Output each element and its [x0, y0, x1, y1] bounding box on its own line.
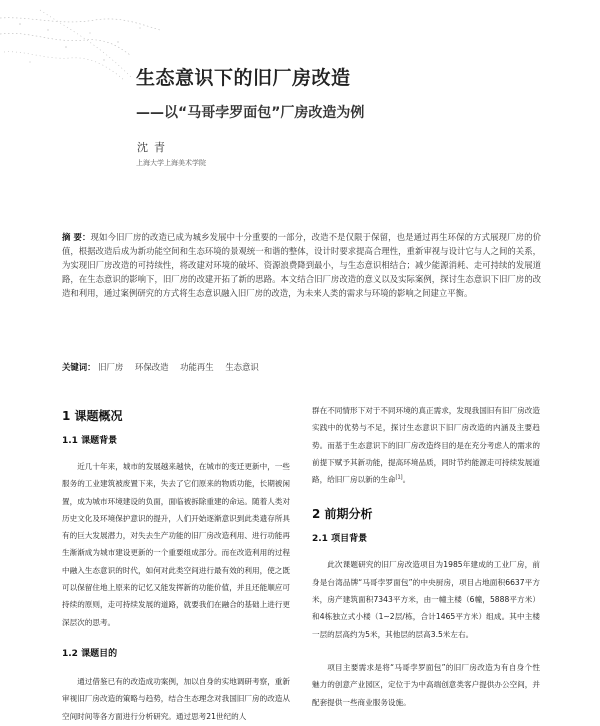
corner-decoration [0, 0, 200, 110]
section-heading: 2 前期分析 [312, 507, 373, 522]
body-paragraph: 近几十年来，城市的发展越来越快，在城市的变迁更新中，一些服务的工业建筑被废置下来，失去了它们原来的物质功能，长期被闲置，成为城市环境建设的负面，面临被拆除重建的命运。随着人类对历史文化及环境保护意识的提升，人们开始逐渐意识到此类遗存所具有的巨大发展潜力，对失去生产功能的旧厂房改造利用、进行功能再生渐渐成为城市建设更新的一个重要组成部分。而在改造利用的过程中融入生态意识的时代，如何对此类空间进行最有效的利用，使之既可以保留住地上原来的记忆又能发挥新的功能价值，并且还能顺应可持续的原则，走可持续发展的道路，就要我们在融合的基础上进行更深层次的思考。 [62, 462, 290, 627]
keyword: 功能再生 [180, 362, 214, 372]
keyword: 生态意识 [225, 362, 259, 372]
author-name: 沈青 [137, 141, 171, 154]
abstract [62, 230, 541, 300]
abstract-text: 现如今旧厂房的改造已成为城乡发展中十分重要的一部分，改造不是仅限于保留，也是通过再生环保的方式展现厂房的价值，根据改造后成为新功能空间和生态环境的景观统一和谐的整体，设计时要求提高合理性，重新审视与设计它与人之间的关系，为实现旧厂房改造的可持续性，将改建对环境的破坏、资源浪费降到最小，与生态意识相结合；减少能源消耗、走可持续的发展道路，在生态意识的影响下，旧厂房的改建开拓了新的思路。本文结合旧厂房改造的意义以及实际案例，探讨生态意识下旧厂房的改造和利用，通过案例研究的方式将生态意识融入旧厂房的改造，为未来人类的需求与环境的影响之间建立平衡。 [62, 232, 541, 298]
keywords [62, 361, 268, 373]
keywords-label: 关键词： [62, 362, 96, 372]
body-text-end: 。 [402, 475, 411, 485]
subsection-heading: 1.1 课题背景 [62, 436, 118, 446]
body-paragraph [312, 402, 540, 488]
keyword: 旧厂房 [98, 362, 124, 372]
abstract-label: 摘 要： [62, 232, 91, 242]
paper-subtitle: ——以“马哥孛罗面包”厂房改造为例 [136, 105, 365, 121]
left-column [62, 402, 290, 725]
author-affiliation: 上海大学上海美术学院 [136, 159, 206, 167]
section-heading: 1 课题概况 [62, 409, 123, 423]
right-column [312, 402, 540, 711]
citation: [1] [395, 474, 403, 481]
body-paragraph: 此次课题研究的旧厂房改造项目为1985年建成的工业厂房，前身是台湾品牌“马哥孛罗面包”的中央厨房，项目占地面积6637平方米，房产建筑面积7343平方米，由一幢主楼（6幢，5888平方米）和4栋独立式小楼（1~2层/栋，合计1465平方米）组成。其中主楼一层的层高约为5米，其他层的层高3.5米左右。 [312, 560, 540, 639]
subsection-heading: 1.2 课题目的 [62, 648, 118, 659]
paper-title: 生态意识下的旧厂房改造 [136, 67, 351, 89]
body-paragraph: 通过借鉴已有的改造成功案例，加以自身的实地调研考察，重新审视旧厂房改造的策略与趋势，结合生态理念对我国旧厂房的改造从空间时间等各方面进行分析研究。通过思考21世纪的人 [62, 676, 290, 721]
subsection-heading: 2.1 项目背景 [312, 534, 368, 545]
body-text: 群在不同情形下对于不同环境的真正需求，发现我国旧有旧厂房改造实践中的优势与不足，探讨生态意识下旧厂房改造的内涵及主要趋势。而基于生态意识下的旧厂房改造终目的是在充分考虑人的需求的前提下赋予其新功能，提高环境品质，同时节约能源走可持续发展道路，给旧厂房以新的生命 [312, 406, 540, 485]
body-paragraph: 项目主要需求是将“马哥孛罗面包”的旧厂房改造为有自身个性魅力的创意产业园区，定位于为中高端创意类客户提供办公空间，并配套提供一些商业服务设施。 [312, 662, 540, 707]
keyword: 环保改造 [134, 362, 169, 372]
